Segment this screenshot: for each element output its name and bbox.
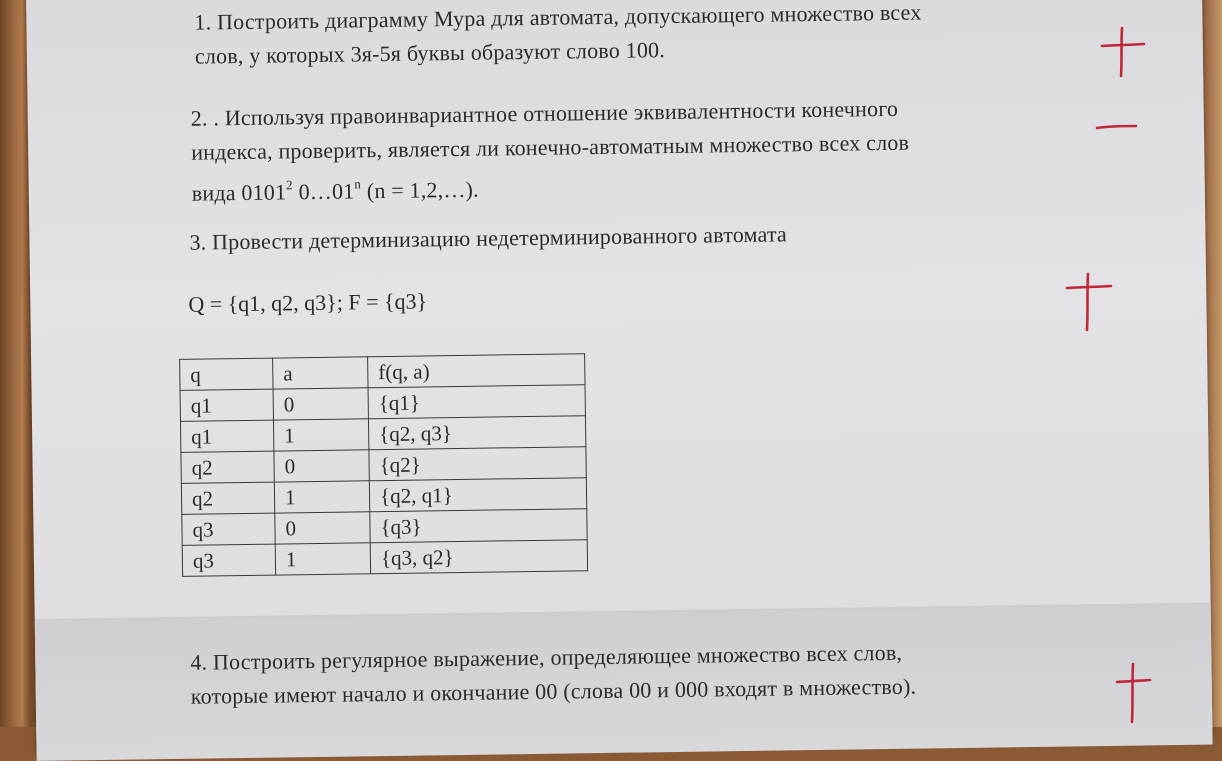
- task-1: [194, 0, 1095, 74]
- cell-q: q2: [181, 451, 274, 483]
- task-3-heading: 3. Провести детерминизацию недетерминированного автомата: [189, 221, 788, 255]
- task-2: [191, 89, 1112, 211]
- task-1-line-2: слов, у которых 3я-5я буквы образуют слово 100.: [194, 37, 666, 69]
- cell-f: {q2}: [369, 447, 586, 481]
- cell-a: 1: [274, 481, 369, 513]
- grade-minus-task-2: [1094, 118, 1140, 138]
- transition-table: [179, 353, 588, 577]
- cell-f: {q2, q3}: [368, 416, 585, 450]
- cell-q: q3: [182, 544, 275, 576]
- cell-f: {q3}: [370, 509, 587, 543]
- task-3-definition: Q = {q1, q2, q3}; F = {q3}: [188, 288, 428, 317]
- cell-a: 1: [273, 419, 368, 451]
- task-2-prefix: вида 0101: [191, 179, 287, 206]
- cell-f: {q2, q1}: [369, 478, 586, 512]
- task-4: [190, 633, 1131, 714]
- task-4-line-2: которые имеют начало и окончание 00 (слова 00 и 000 входят в множество).: [190, 673, 917, 709]
- grade-plus-task-3: [1063, 270, 1115, 334]
- task-4-line-1: 4. Построить регулярное выражение, определяющее множество всех слов,: [190, 639, 903, 675]
- task-1-line-1: 1. Построить диаграмму Мура для автомата, допускающего множество всех: [194, 0, 922, 35]
- cell-q: q3: [182, 513, 275, 545]
- table-row: [182, 540, 587, 577]
- header-a: a: [273, 357, 368, 389]
- cell-q: q1: [180, 389, 273, 421]
- cell-f: {q3, q2}: [370, 540, 587, 574]
- cell-q: q1: [180, 420, 273, 452]
- task-2-exponent-2: 2: [286, 177, 293, 193]
- task-2-suffix: (n = 1,2,…).: [360, 176, 479, 204]
- cell-a: 1: [275, 543, 370, 575]
- cell-q: q2: [181, 482, 274, 514]
- task-2-line-1: 2. . Используя правоинвариантное отношение эквивалентности конечного: [190, 95, 899, 131]
- task-2-line-2: индекса, проверить, является ли конечно-автоматным множество всех слов: [191, 129, 910, 165]
- grade-plus-task-4: [1114, 660, 1154, 724]
- grade-plus-task-1: [1098, 24, 1148, 80]
- cell-a: 0: [273, 388, 368, 420]
- task-2-exponent-n: n: [354, 176, 362, 192]
- header-f: f(q, a): [368, 354, 585, 388]
- task-2-middle: 0…01: [292, 178, 355, 205]
- cell-a: 0: [275, 512, 370, 544]
- cell-f: {q1}: [368, 385, 585, 419]
- exam-sheet: [26, 0, 1212, 754]
- cell-a: 0: [274, 450, 369, 482]
- header-q: q: [180, 358, 273, 390]
